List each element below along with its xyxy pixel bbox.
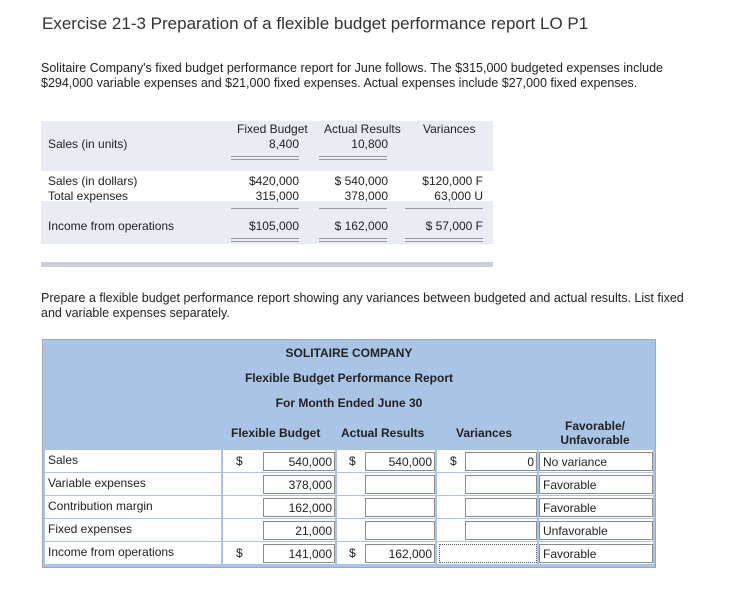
actual-variable-expenses-input[interactable] bbox=[365, 475, 435, 494]
col-header-flexible: Flexible Budget bbox=[231, 426, 321, 440]
actual-contribution-margin-input[interactable] bbox=[365, 498, 435, 517]
fb-cell-variance: $ 57,000 F bbox=[425, 219, 483, 233]
fixed-budget-report bbox=[41, 118, 493, 266]
actual-sales-input[interactable]: 540,000 bbox=[365, 452, 435, 471]
dollar-sign: $ bbox=[236, 454, 243, 468]
row-label-sales: Sales bbox=[45, 450, 221, 472]
fb-row-label: Sales (in units) bbox=[48, 137, 128, 151]
fixed-report-divider bbox=[41, 262, 493, 267]
row-label-income-from-operations: Income from operations bbox=[45, 542, 221, 564]
report-company: SOLITAIRE COMPANY bbox=[285, 346, 413, 360]
actual-fixed-expenses-input[interactable] bbox=[365, 521, 435, 540]
fav-select-variable-expenses[interactable]: Favorable bbox=[539, 475, 653, 494]
dollar-sign: $ bbox=[450, 454, 457, 468]
fb-header-variances: Variances bbox=[423, 122, 476, 136]
dollar-sign: $ bbox=[349, 546, 356, 560]
variance-contribution-margin-input[interactable] bbox=[465, 498, 537, 517]
fb-cell-fixed: $105,000 bbox=[248, 219, 299, 233]
row-label-variable-expenses: Variable expenses bbox=[45, 473, 221, 495]
variance-sales-input[interactable]: 0 bbox=[465, 452, 537, 471]
flexible-budget-report bbox=[42, 339, 656, 568]
flex-variable-expenses-input[interactable]: 378,000 bbox=[263, 475, 335, 494]
fb-cell-fixed: 8,400 bbox=[268, 137, 299, 151]
col-header-variances: Variances bbox=[456, 426, 513, 440]
fb-cell-variance: $120,000 F bbox=[422, 174, 483, 188]
fb-row-label: Total expenses bbox=[48, 189, 129, 203]
fb-row-label: Sales (in dollars) bbox=[48, 174, 138, 188]
fb-cell-actual: 378,000 bbox=[344, 189, 388, 203]
dollar-sign: $ bbox=[236, 546, 243, 560]
fav-select-sales[interactable]: No variance bbox=[539, 452, 653, 471]
flex-income-input[interactable]: 141,000 bbox=[263, 544, 335, 563]
fb-header-actual: Actual Results bbox=[324, 122, 401, 136]
report-name: Flexible Budget Performance Report bbox=[244, 371, 454, 385]
fb-cell-actual: $ 540,000 bbox=[334, 174, 388, 188]
intro-text: Solitaire Company's fixed budget performance report for June follows. The $315,000 budgeted expenses include $294,000 variable expenses and $21,000 fixed expenses. Actual expenses include $27,000 fixed expenses. bbox=[41, 61, 663, 90]
actual-income-input[interactable]: 162,000 bbox=[365, 544, 435, 563]
fb-row-label: Income from operations bbox=[48, 219, 175, 233]
col-header-fav-unfav: Favorable/ Unfavorable bbox=[560, 419, 630, 447]
fb-cell-actual: 10,800 bbox=[351, 137, 388, 151]
flex-sales-input[interactable]: 540,000 bbox=[263, 452, 335, 471]
fb-cell-variance: 63,000 U bbox=[434, 189, 483, 203]
row-label-fixed-expenses: Fixed expenses bbox=[45, 519, 221, 541]
fb-cell-fixed: 315,000 bbox=[255, 189, 299, 203]
report-period: For Month Ended June 30 bbox=[275, 396, 423, 410]
col-header-actual: Actual Results bbox=[341, 426, 425, 440]
fb-cell-actual: $ 162,000 bbox=[334, 219, 388, 233]
fav-select-contribution-margin[interactable]: Favorable bbox=[539, 498, 653, 517]
fb-header-fixed: Fixed Budget bbox=[237, 122, 308, 136]
fav-select-fixed-expenses[interactable]: Unfavorable bbox=[539, 521, 653, 540]
variance-income-input[interactable] bbox=[439, 544, 537, 563]
exercise-title: Exercise 21-3 Preparation of a flexible budget performance report LO P1 bbox=[42, 14, 589, 33]
fav-select-income[interactable]: Favorable bbox=[539, 544, 653, 563]
dollar-sign: $ bbox=[349, 454, 356, 468]
instructions-text: Prepare a flexible budget performance report showing any variances between budgeted and actual results. List fixed and variable expenses separately. bbox=[41, 291, 684, 320]
flex-contribution-margin-input[interactable]: 162,000 bbox=[263, 498, 335, 517]
flex-fixed-expenses-input[interactable]: 21,000 bbox=[263, 521, 335, 540]
row-label-contribution-margin: Contribution margin bbox=[45, 496, 221, 518]
variance-fixed-expenses-input[interactable] bbox=[465, 521, 537, 540]
fb-cell-fixed: $420,000 bbox=[248, 174, 299, 188]
variance-variable-expenses-input[interactable] bbox=[465, 475, 537, 494]
